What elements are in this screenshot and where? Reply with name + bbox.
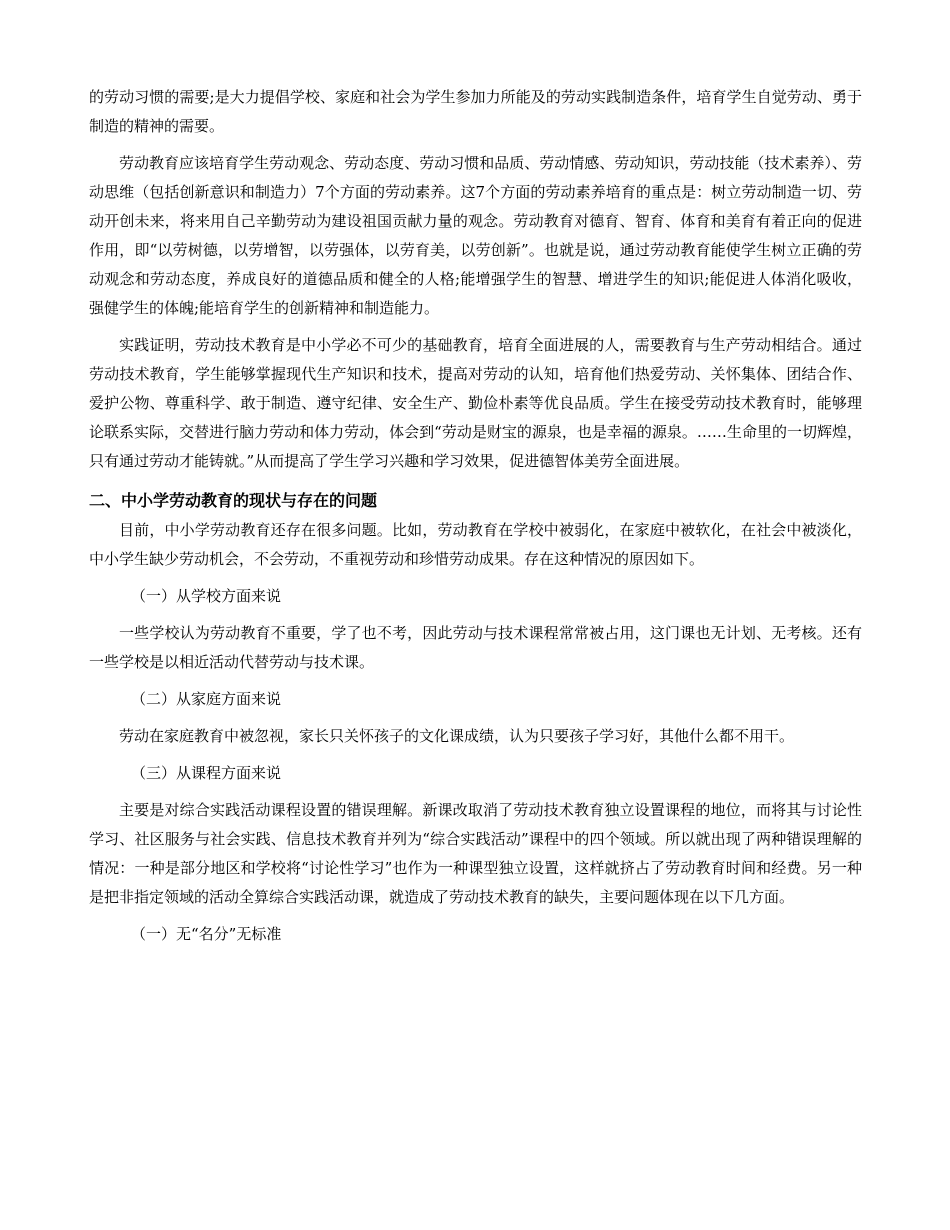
paragraph-current-status: 目前，中小学劳动教育还存在很多问题。比如，劳动教育在学校中被弱化，在家庭中被软化，在社会中被淡化，中小学生缺少劳动机会，不会劳动，不重视劳动和珍惜劳动成果。存在这种情况的原因如下。	[89, 521, 862, 568]
paragraph-labor-literacy: 劳动教育应该培育学生劳动观念、劳动态度、劳动习惯和品质、劳动情感、劳动知识，劳动技能（技术素养）、劳动思维（包括创新意识和制造力）7个方面的劳动素养。这7个方面的劳动素养培育的重点是：树立劳动制造一切、劳动开创未来，将来用自己辛勤劳动为建设祖国贡献力量的观念。劳动教育对德育、智育、体育和美育有着正向的促进作用，即“以劳树德，以劳增智，以劳强体，以劳育美，以劳创新”。也就是说，通过劳动教育能使学生树立正确的劳动观念和劳动态度，养成良好的道德品质和健全的人格;能增强学生的智慧、增进学生的知识;能促进人体消化吸收，强健学生的体魄;能培育学生的创新精神和制造能力。	[89, 154, 862, 317]
subheading-curriculum: （三）从课程方面来说	[131, 764, 282, 782]
section-heading-2: 二、中小学劳动教育的现状与存在的问题	[89, 491, 378, 510]
paragraph-practice-proof: 实践证明，劳动技术教育是中小学必不可少的基础教育，培育全面进展的人，需要教育与生产劳动相结合。通过劳动技术教育，学生能够掌握现代生产知识和技术，提高对劳动的认知，培育他们热爱劳动、关怀集体、团结合作、爱护公物、尊重科学、敢于制造、遵守纪律、安全生产、勤俭朴素等优良品质。学生在接受劳动技术教育时，能够理论联系实际，交替进行脑力劳动和体力劳动，体会到“劳动是财宝的源泉，也是幸福的源泉。……生命里的一切辉煌，只有通过劳动才能铸就。”从而提高了学生学习兴趣和学习效果，促进德智体美劳全面进展。	[89, 336, 862, 470]
paragraph-school: 一些学校认为劳动教育不重要，学了也不考，因此劳动与技术课程常常被占用，这门课也无计划、无考核。还有一些学校是以相近活动代替劳动与技术课。	[89, 624, 862, 671]
document-page	[89, 83, 862, 949]
paragraph-curriculum: 主要是对综合实践活动课程设置的错误理解。新课改取消了劳动技术教育独立设置课程的地位，而将其与讨论性学习、社区服务与社会实践、信息技术教育并列为“综合实践活动”课程中的四个领域。所以就出现了两种错误理解的情况：一种是部分地区和学校将“讨论性学习”也作为一种课型独立设置，这样就挤占了劳动教育时间和经费。另一种是把非指定领域的活动全算综合实践活动课，就造成了劳动技术教育的缺失，主要问题体现在以下几方面。	[89, 801, 862, 906]
paragraph-continuation: 的劳动习惯的需要;是大力提倡学校、家庭和社会为学生参加力所能及的劳动实践制造条件，培育学生自觉劳动、勇于制造的精神的需要。	[89, 88, 862, 135]
subheading-school: （一）从学校方面来说	[131, 587, 282, 605]
subheading-no-standard: （一）无“名分”无标准	[131, 925, 282, 943]
paragraph-family: 劳动在家庭教育中被忽视，家长只关怀孩子的文化课成绩，认为只要孩子学习好，其他什么都不用干。	[119, 727, 795, 745]
subheading-family: （二）从家庭方面来说	[131, 690, 282, 708]
